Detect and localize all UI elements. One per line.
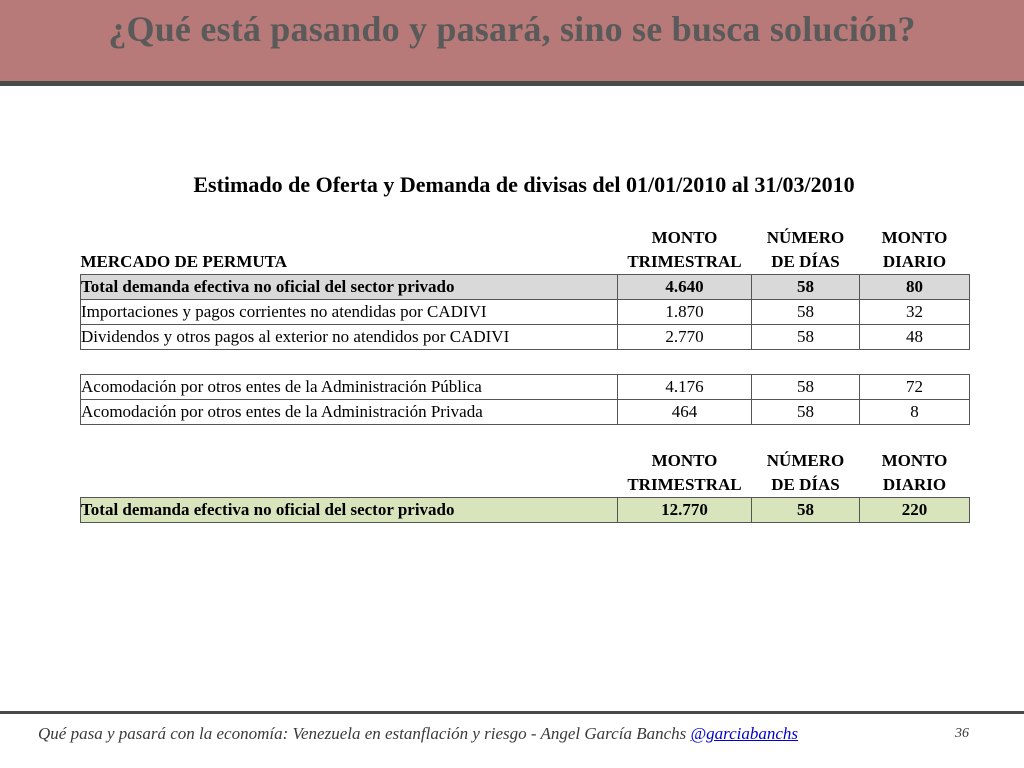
table-title: Estimado de Oferta y Demanda de divisas del 01/01/2010 al 31/03/2010 xyxy=(193,172,855,197)
cell-monto-diario: 220 xyxy=(860,498,970,523)
table-row xyxy=(81,300,970,325)
row-label: Acomodación por otros entes de la Administración Privada xyxy=(81,400,618,425)
cell-monto-trimestral: 464 xyxy=(618,400,752,425)
header-row-3 xyxy=(81,449,970,473)
footer-caption xyxy=(38,724,798,744)
section-label: MERCADO DE PERMUTA xyxy=(80,252,288,271)
table-row xyxy=(81,275,970,300)
row-label: Total demanda efectiva no oficial del sector privado xyxy=(81,275,618,300)
col-header-numero-dias: NÚMERO xyxy=(766,451,845,470)
table-row xyxy=(81,325,970,350)
cell-dias: 58 xyxy=(752,300,860,325)
col-header-monto-diario: MONTO xyxy=(881,451,948,470)
table-row xyxy=(81,375,970,400)
cell-monto-diario: 48 xyxy=(860,325,970,350)
header-row-2 xyxy=(81,250,970,275)
col-header-monto-trimestral: MONTO xyxy=(651,228,718,247)
col-header-monto-diario-2: DIARIO xyxy=(882,252,947,271)
cell-dias: 58 xyxy=(752,325,860,350)
col-header-monto-diario-2: DIARIO xyxy=(882,475,947,494)
cell-dias: 58 xyxy=(752,275,860,300)
cell-monto-trimestral: 1.870 xyxy=(618,300,752,325)
col-header-monto-trimestral-2: TRIMESTRAL xyxy=(627,475,742,494)
col-header-numero-dias-2: DE DÍAS xyxy=(771,252,840,271)
footer-text: Qué pasa y pasará con la economía: Venezuela en estanflación y riesgo - Angel García Banchs xyxy=(38,724,691,743)
cell-monto-diario: 32 xyxy=(860,300,970,325)
row-label: Importaciones y pagos corrientes no atendidas por CADIVI xyxy=(81,300,618,325)
cell-monto-trimestral: 12.770 xyxy=(618,498,752,523)
cell-monto-trimestral: 4.640 xyxy=(618,275,752,300)
cell-monto-diario: 80 xyxy=(860,275,970,300)
table-row xyxy=(81,400,970,425)
cell-dias: 58 xyxy=(752,400,860,425)
cell-monto-trimestral: 2.770 xyxy=(618,325,752,350)
slide-header xyxy=(0,0,1024,86)
twitter-handle-link[interactable]: @garciabanchs xyxy=(690,724,799,743)
grand-total-row xyxy=(81,498,970,523)
header-row-1 xyxy=(81,226,970,250)
col-header-monto-trimestral-2: TRIMESTRAL xyxy=(627,252,742,271)
col-header-numero-dias: NÚMERO xyxy=(766,228,845,247)
col-header-monto-trimestral: MONTO xyxy=(651,451,718,470)
footer-divider xyxy=(0,711,1024,714)
page-number: 36 xyxy=(955,726,969,741)
cell-monto-trimestral: 4.176 xyxy=(618,375,752,400)
row-label: Total demanda efectiva no oficial del sector privado xyxy=(81,498,618,523)
header-row-4 xyxy=(81,473,970,498)
cell-monto-diario: 8 xyxy=(860,400,970,425)
row-label: Acomodación por otros entes de la Administración Pública xyxy=(81,375,618,400)
currency-table xyxy=(80,226,970,523)
col-header-monto-diario: MONTO xyxy=(881,228,948,247)
col-header-numero-dias-2: DE DÍAS xyxy=(771,475,840,494)
cell-monto-diario: 72 xyxy=(860,375,970,400)
cell-dias: 58 xyxy=(752,375,860,400)
slide-title: ¿Qué está pasando y pasará, sino se busca solución? xyxy=(108,9,916,49)
row-label: Dividendos y otros pagos al exterior no atendidos por CADIVI xyxy=(81,325,618,350)
cell-dias: 58 xyxy=(752,498,860,523)
